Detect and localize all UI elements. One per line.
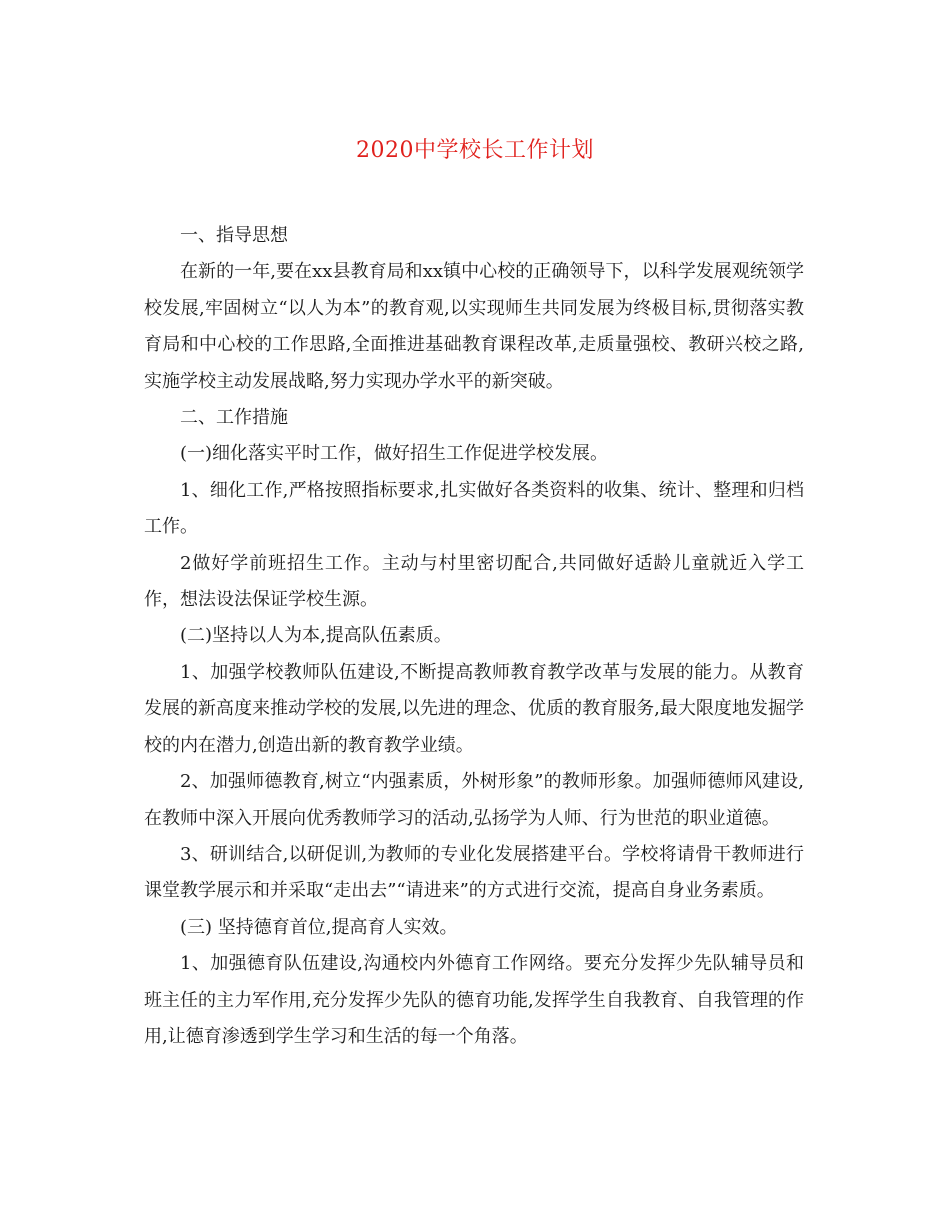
document-body bbox=[144, 218, 804, 1055]
subheading-1: (一)细化落实平时工作，做好招生工作促进学校发展。 bbox=[180, 443, 609, 465]
section-heading-work-measures: 二、工作措施 bbox=[180, 407, 288, 429]
paragraph-2-2: 2、加强师德教育,树立“内强素质，外树形象”的教师形象。加强师德师风建设,在教师中深入开展向优秀教师学习的活动,弘扬学为人师、行为世范的职业道德。 bbox=[144, 771, 804, 829]
subheading-2: (二)坚持以人为本,提高队伍素质。 bbox=[180, 625, 452, 647]
paragraph-2-1: 1、加强学校教师队伍建设,不断提高教师教育教学改革与发展的能力。从教育发展的新高度来推动学校的发展,以先进的理念、优质的教育服务,最大限度地发掘学校的内在潜力,创造出新的教育教学业绩。 bbox=[144, 661, 804, 756]
document-title: 2020中学校长工作计划 bbox=[356, 138, 594, 163]
paragraph-guiding-ideology: 在新的一年,要在xx县教育局和xx镇中心校的正确领导下，以科学发展观统领学校发展,牢固树立“以人为本”的教育观,以实现师生共同发展为终极目标,贯彻落实教育局和中心校的工作思路,全面推进基础教育课程改革,走质量强校、教研兴校之路,实施学校主动发展战略,努力实现办学水平的新突破。 bbox=[144, 261, 804, 392]
paragraph-1-2: 2做好学前班招生工作。主动与村里密切配合,共同做好适龄儿童就近入学工作，想法设法保证学校生源。 bbox=[144, 552, 804, 611]
paragraph-2-3: 3、研训结合,以研促训,为教师的专业化发展搭建平台。学校将请骨干教师进行课堂教学展示和并采取“走出去”“请进来”的方式进行交流，提高自身业务素质。 bbox=[144, 843, 804, 902]
section-heading-guiding-ideology: 一、指导思想 bbox=[180, 225, 288, 246]
paragraph-1-1: 1、细化工作,严格按照指标要求,扎实做好各类资料的收集、统计、整理和归档工作。 bbox=[144, 479, 804, 538]
paragraph-3-1: 1、加强德育队伍建设,沟通校内外德育工作网络。要充分发挥少先队辅导员和班主任的主力军作用,充分发挥少先队的德育功能,发挥学生自我教育、自我管理的作用,让德育渗透到学生学习和生活的每一个角落。 bbox=[144, 953, 804, 1047]
subheading-3: (三) 坚持德育首位,提高育人实效。 bbox=[180, 916, 458, 938]
